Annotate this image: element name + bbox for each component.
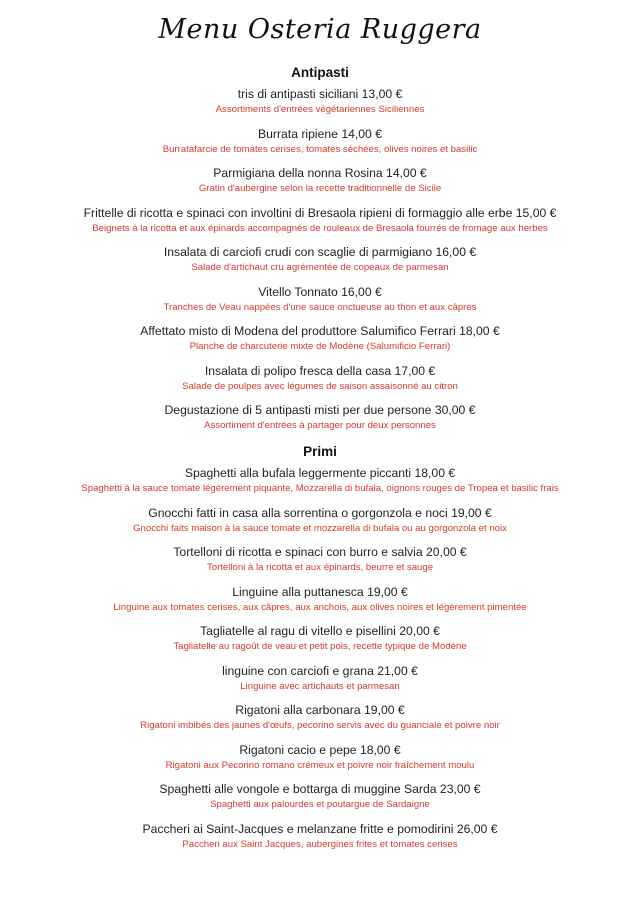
dish-description: Salade de poulpes avec légumes de saison assaisonné au citron [182, 380, 458, 392]
primi-section [0, 443, 640, 860]
dish-name: Tagliatelle al ragu di vitello e pisellini 20,00 € [200, 624, 440, 638]
dish-name: tris di antipasti siciliani 13,00 € [237, 87, 403, 101]
menu-item [0, 402, 640, 442]
dish-name: Linguine alla puttanesca 19,00 € [232, 584, 408, 599]
menu-item [0, 165, 640, 205]
dish-name: Degustazione di 5 antipasti misti per due persone 30,00 € [164, 403, 476, 417]
menu-title: Menu Osteria Ruggera [158, 14, 482, 45]
menu-item [0, 86, 640, 126]
menu-item [0, 126, 640, 166]
menu-item [0, 663, 640, 703]
dish-name: Insalata di carciofi crudi con scaglie di parmigiano 16,00 € [163, 245, 477, 259]
antipasti-section [0, 64, 640, 442]
dish-name: Vitello Tonnato 16,00 € [258, 284, 382, 299]
dish-description: Beignets à la ricotta et aux épinards accompagnés de rouleaux de Bresaola fourrés de fromage aux herbes [92, 222, 548, 234]
menu-item [0, 465, 640, 505]
dish-description: Assortiment d'entrées à partager pour deux personnes [204, 420, 436, 431]
dish-name: Spaghetti alle vongole e bottarga di muggine Sarda 23,00 € [159, 782, 481, 796]
menu-item [0, 623, 640, 663]
primi-heading: Primi [303, 444, 337, 459]
dish-name: Affettato misto di Modena del produttore Salumifico Ferrari 18,00 € [140, 324, 500, 338]
dish-name: linguine con carciofi e grana 21,00 € [222, 663, 418, 678]
dish-description: Salade d'artichaut cru agrémentée de copeaux de parmesan [191, 262, 449, 273]
antipasti-heading: Antipasti [291, 65, 349, 80]
dish-description: Planche de charcuterie mixte de Modène (Salumificio Ferrari) [189, 341, 451, 352]
menu-item [0, 363, 640, 403]
menu-item [0, 544, 640, 584]
dish-description: Tagliatelle au ragoût de veau et petit pois, recette typique de Modène [173, 641, 467, 652]
dish-description: Spaghetti à la sauce tomate légèrement piquante, Mozzarella di bufala, oignons rouges de Tropea et basilic frais [81, 483, 559, 494]
menu-item [0, 781, 640, 821]
dish-description: Burratafarcie de tomates cerises, tomates séchées, olives noires et basilic [162, 143, 478, 155]
dish-description: Gratin d'aubergine selon la recette traditionnelle de Sicile [198, 183, 442, 194]
dish-name: Frittelle di ricotta e spinaci con involtini di Bresaola ripieni di formaggio alle erbe 15,00 € [83, 205, 557, 220]
menu-item [0, 742, 640, 782]
dish-name: Tortelloni di ricotta e spinaci con burro e salvia 20,00 € [173, 545, 467, 559]
dish-name: Rigatoni alla carbonara 19,00 € [235, 703, 405, 717]
dish-name: Burrata ripiene 14,00 € [258, 126, 382, 141]
dish-description: Spaghetti aux palourdes et poutargue de Sardaigne [210, 799, 430, 810]
dish-description: Linguine avec artichauts et parmesan [240, 680, 400, 692]
menu-item [0, 205, 640, 245]
menu-item [0, 323, 640, 363]
menu-item [0, 821, 640, 861]
dish-name: Paccheri ai Saint-Jacques e melanzane fritte e pomodirini 26,00 € [142, 821, 498, 836]
dish-description: Linguine aux tomates cerises, aux câpres, aux anchois, aux olives noires et légèrement pimentée [113, 601, 527, 613]
dish-name: Rigatoni cacio e pepe 18,00 € [239, 742, 401, 757]
dish-name: Gnocchi fatti in casa alla sorrentina o gorgonzola e noci 19,00 € [148, 505, 492, 520]
dish-description: Assortiments d'entrées végétariennes Siciliennes [215, 104, 425, 115]
menu-item [0, 505, 640, 545]
dish-name: Insalata di polipo fresca della casa 17,00 € [204, 363, 436, 378]
menu-item [0, 284, 640, 324]
dish-name: Spaghetti alla bufala leggermente piccanti 18,00 € [184, 466, 456, 480]
dish-description: Tortelloni à la ricotta et aux épinards, beurre et sauge [206, 562, 434, 573]
dish-description: Rigatoni imbibés des jaunes d'œufs, pecorino servis avec du guanciale et poivre noir [140, 720, 500, 731]
dish-description: Tranches de Veau nappées d'une sauce onctueuse au thon et aux câpres [163, 301, 477, 313]
dish-description: Rigatoni aux Pecorino romano crémeux et poivre noir fraîchement moulu [165, 759, 475, 771]
menu-item [0, 702, 640, 742]
dish-description: Gnocchi faits maison à la sauce tomate et mozzarella di bufala ou au gorgonzola et noix [133, 522, 507, 534]
menu-item [0, 244, 640, 284]
dish-description: Paccheri aux Saint Jacques, aubergines frites et tomates cerises [182, 838, 458, 850]
dish-name: Parmigiana della nonna Rosina 14,00 € [213, 166, 427, 180]
menu-item [0, 584, 640, 624]
